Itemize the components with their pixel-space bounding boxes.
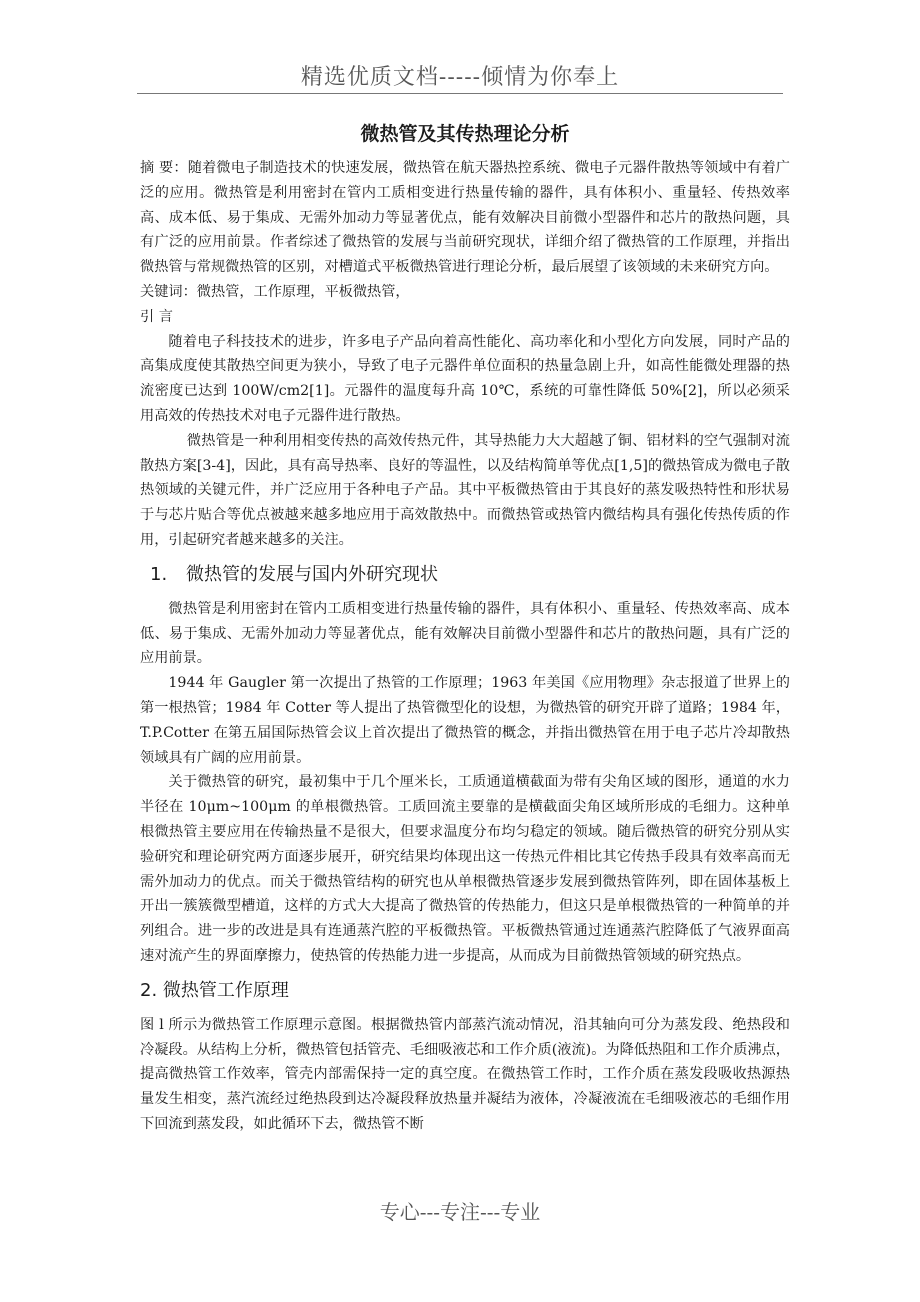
section-1-heading: [140, 561, 790, 589]
document-body: [140, 120, 790, 1137]
document-title: 微热管及其传热理论分析: [360, 123, 570, 145]
keywords-line: 关键词：微热管，工作原理，平板微热管，: [140, 283, 410, 300]
section-1-paragraph-3: 关于微热管的研究，最初集中于几个厘米长，工质通道横截面为带有尖角区域的图形，通道的水力半径在 10μm~100μm 的单根微热管。工质回流主要靠的是横截面尖角区域所形成的毛细力。这种单根微热管主要应用在传输热量不是很大，但要求温度分布均匀稳定的领域。随后微热管的研究分别从实验研究和理论研究两方面逐步展开，研究结果均体现出这一传热元件相比其它传热手段具有效率高而无需外加动力的优点。而关于微热管结构的研究也从单根微热管逐步发展到微热管阵列，即在固体基板上开出一簇簇微型槽道，这样的方式大大提高了微热管的传热能力，但这只是单根微热管的一种简单的并列组合。进一步的改进是具有连通蒸汽腔的平板微热管。平板微热管通过连通蒸汽腔降低了气液界面高速对流产生的界面摩擦力，使热管的传热能力进一步提高，从而成为目前微热管领域的研究热点。: [140, 774, 790, 964]
section-2-paragraph-1: 图 l 所示为微热管工作原理示意图。根据微热管内部蒸汽流动情况，沿其轴向可分为蒸发段、绝热段和冷凝段。从结构上分析，微热管包括管壳、毛细吸液芯和工作介质(液流)。为降低热阻和工作介质沸点，提高微热管工作效率，管壳内部需保持一定的真空度。在微热管工作时，工作介质在蒸发段吸收热源热量发生相变，蒸汽流经过绝热段到达冷凝段释放热量并凝结为液体，冷凝液流在毛细吸液芯的毛细作用下回流到蒸发段，如此循环下去，微热管不断: [140, 1016, 790, 1132]
page-footer: 专心---专注---专业: [379, 1200, 541, 1224]
section-1-paragraph-2: 1944 年 Gaugler 第一次提出了热管的工作原理；1963 年美国《应用物理》杂志报道了世界上的第一根热管；1984 年 Cotter 等人提出了热管微型化的设想，为微热管的研究开辟了道路；1984 年，T.P.Cotter 在第五届国际热管会议上首次提出了微热管的概念，并指出微热管在用于电子芯片冷却散热领域具有广阔的应用前景。: [140, 675, 790, 766]
intro-paragraph-2: 微热管是一种利用相变传热的高效传热元件，其导热能力大大超越了铜、铝材料的空气强制对流散热方案[3-4]，因此，具有高导热率、良好的等温性，以及结构简单等优点[1,5]的微热管成为微电子散热领域的关键元件，并广泛应用于各种电子产品。其中平板微热管由于其良好的蒸发吸热特性和形状易于与芯片贴合等优点被越来越多地应用于高效散热中。而微热管或热管内微结构具有强化传热传质的作用，引起研究者越来越多的关注。: [140, 432, 790, 548]
section-1-paragraph-1: 微热管是利用密封在管内工质相变进行热量传输的器件，具有体积小、重量轻、传热效率高、成本低、易于集成、无需外加动力等显著优点，能有效解决目前微小型器件和芯片的散热问题，具有广泛的应用前景。: [140, 600, 790, 667]
section-1-title: 微热管的发展与国内外研究现状: [186, 563, 438, 585]
header-divider: [137, 93, 783, 94]
intro-paragraph-1: 随着电子科技技术的进步，许多电子产品向着高性能化、高功率化和小型化方向发展，同时产品的高集成度使其散热空间更为狭小，导致了电子元器件单位面积的热量急剧上升，如高性能微处理器的热流密度已达到 100W/cm2[1]。元器件的温度每升高 10℃，系统的可靠性降低 50%[2]，所以必须采用高效的传热技术对电子元器件进行散热。: [140, 333, 790, 424]
page-header: 精选优质文档-----倾情为你奉上: [300, 65, 620, 90]
section-1-number: 1.: [150, 563, 168, 585]
section-2-heading: 2. 微热管工作原理: [140, 979, 289, 1001]
abstract-paragraph: 摘 要：随着微电子制造技术的快速发展，微热管在航天器热控系统、微电子元器件散热等领域中有着广泛的应用。微热管是利用密封在管内工质相变进行热量传输的器件，具有体积小、重量轻、传热效率高、成本低、易于集成、无需外加动力等显著优点，能有效解决目前微小型器件和芯片的散热问题，具有广泛的应用前景。作者综述了微热管的发展与当前研究现状，详细介绍了微热管的工作原理，并指出微热管与常规微热管的区别，对槽道式平板微热管进行理论分析，最后展望了该领域的未来研究方向。: [140, 160, 790, 276]
intro-heading: 引 言: [140, 308, 173, 325]
